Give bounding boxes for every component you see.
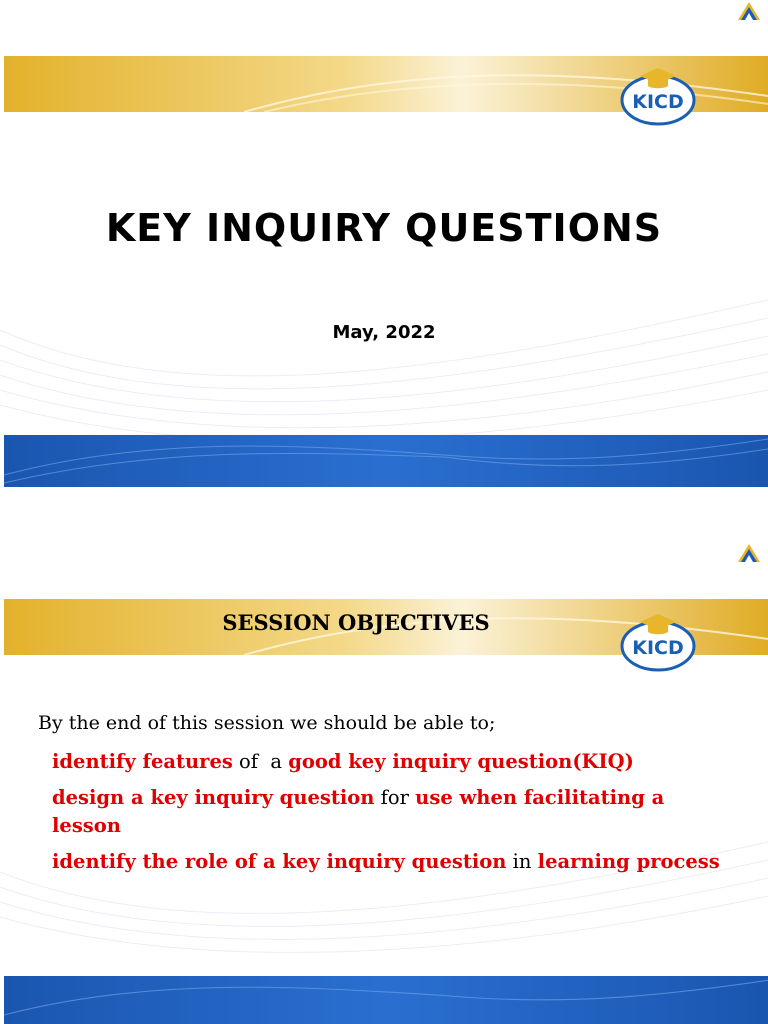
blue-footer-band xyxy=(4,435,768,487)
kicd-logo xyxy=(618,608,698,672)
intro-text: By the end of this session we should be able to; xyxy=(38,712,496,734)
kicd-logo xyxy=(618,62,698,126)
objective-target: good key inquiry question(KIQ) xyxy=(288,750,634,773)
blue-footer-band xyxy=(4,976,768,1024)
objective-connector: of a xyxy=(232,750,289,773)
list-item xyxy=(52,848,732,876)
objective-connector: for xyxy=(374,786,416,809)
logo-text: KICD xyxy=(632,637,684,659)
list-item xyxy=(52,784,732,840)
slide-heading: SESSION OBJECTIVES xyxy=(222,610,490,635)
objective-target: use when facilitating a lesson xyxy=(52,786,665,837)
objective-keyword: identify the role of a key inquiry question xyxy=(52,850,507,873)
slide-date: May, 2022 xyxy=(332,322,436,343)
pyramid-icon xyxy=(736,0,762,26)
objectives-list xyxy=(52,748,732,884)
objective-keyword: identify features xyxy=(52,750,233,773)
objective-connector: in xyxy=(506,850,538,873)
objective-target: learning process xyxy=(537,850,720,873)
slide-title: KEY INQUIRY QUESTIONS xyxy=(105,206,663,250)
logo-text: KICD xyxy=(632,91,684,113)
objective-keyword: design a key inquiry question xyxy=(52,786,375,809)
pyramid-icon xyxy=(736,542,762,568)
objectives-slide xyxy=(0,512,768,1024)
list-item xyxy=(52,748,732,776)
